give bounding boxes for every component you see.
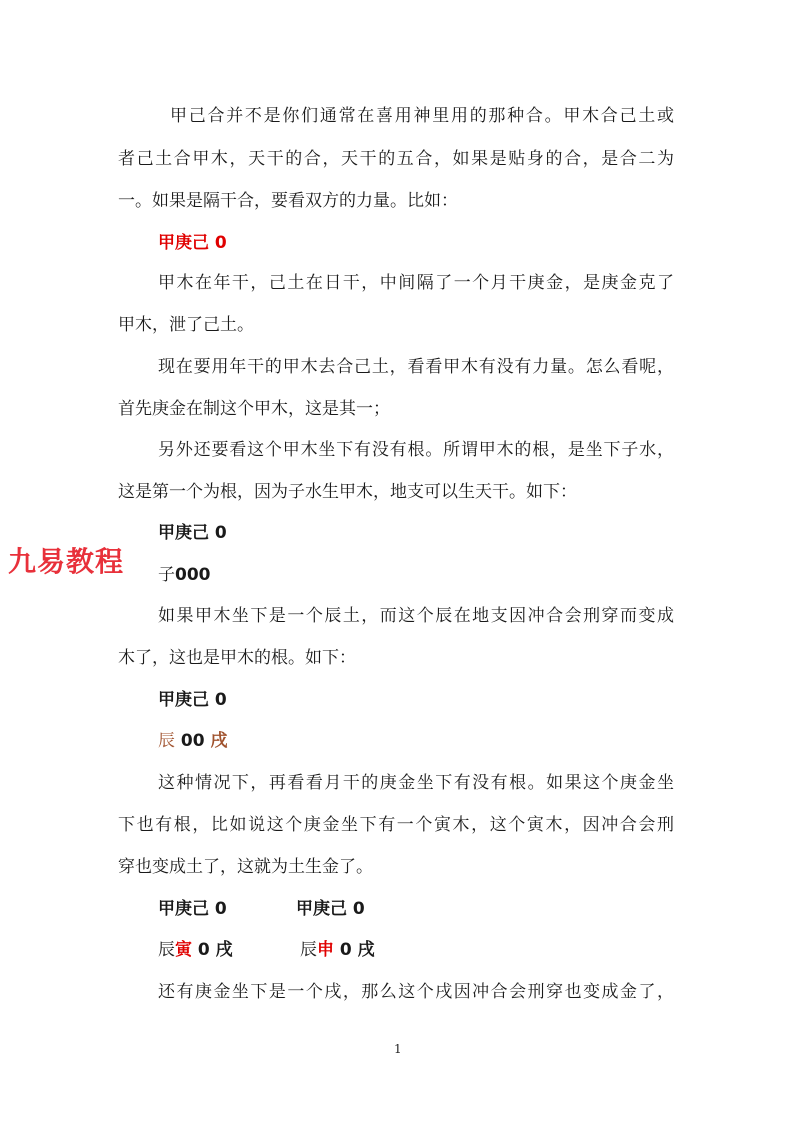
para6-line3: 穿也变成土了，这就为土生金了。 [118, 857, 373, 877]
example2-branch-zeros: 000 [175, 565, 211, 585]
example2-branches [158, 565, 211, 585]
example1-stems: 甲庚己 0 [158, 233, 227, 253]
example2-branch-zi: 子 [158, 565, 175, 585]
example3-branch-chen: 辰 [158, 731, 175, 751]
example4-left-chen: 辰 [158, 940, 175, 960]
page-number: 1 [394, 1042, 402, 1056]
para3-line1: 现在要用年干的甲木去合己土，看看甲木有没有力量。怎么看呢， [158, 357, 674, 377]
watermark-logo: 九易教程 [8, 545, 125, 578]
example4-left-stems: 甲庚己 0 [158, 899, 227, 919]
para5-line1: 如果甲木坐下是一个辰土，而这个辰在地支因冲合会刑穿而变成 [158, 606, 674, 626]
para3-line2: 首先庚金在制这个甲木，这是其一； [118, 399, 390, 419]
example4-right-stems: 甲庚己 0 [296, 899, 365, 919]
para4-line2: 这是第一个为根，因为子水生甲木，地支可以生天干。如下： [118, 482, 577, 502]
example3-branch-xu: 戌 [210, 731, 228, 751]
example4-left-yin: 寅 [175, 940, 192, 960]
para1-line1: 甲己合并不是你们通常在喜用神里用的那种合。甲木合己土或 [170, 106, 674, 126]
example4-left-xu: 戌 [215, 940, 233, 960]
example4-left-zero: 0 [192, 940, 216, 960]
example4-right-branches [300, 940, 375, 960]
para2-line2: 甲木，泄了己土。 [118, 315, 254, 335]
example3-branch-zeros: 00 [175, 731, 211, 751]
example4-right-xu: 戌 [357, 940, 375, 960]
example4-right-shen: 申 [317, 940, 334, 960]
example4-right-zero: 0 [334, 940, 358, 960]
para1-line3: 一。如果是隔干合，要看双方的力量。比如： [118, 191, 458, 211]
para4-line1: 另外还要看这个甲木坐下有没有根。所谓甲木的根，是坐下子水， [158, 440, 674, 460]
para5-line2: 木了，这也是甲木的根。如下： [118, 648, 356, 668]
para6-line1: 这种情况下，再看看月干的庚金坐下有没有根。如果这个庚金坐 [158, 773, 674, 793]
para2-line1: 甲木在年干，己土在日干，中间隔了一个月干庚金，是庚金克了 [158, 273, 674, 293]
example3-stems: 甲庚己 0 [158, 690, 227, 710]
example4-left-branches [158, 940, 233, 960]
example2-stems: 甲庚己 0 [158, 523, 227, 543]
para6-line2: 下也有根，比如说这个庚金坐下有一个寅木，这个寅木，因冲合会刑 [118, 815, 674, 835]
example4-right-chen: 辰 [300, 940, 317, 960]
example3-branches [158, 731, 228, 751]
para1-line2: 者己土合甲木，天干的合，天干的五合，如果是贴身的合，是合二为 [118, 149, 674, 169]
para7-line1: 还有庚金坐下是一个戌，那么这个戌因冲合会刑穿也变成金了， [158, 982, 674, 1002]
